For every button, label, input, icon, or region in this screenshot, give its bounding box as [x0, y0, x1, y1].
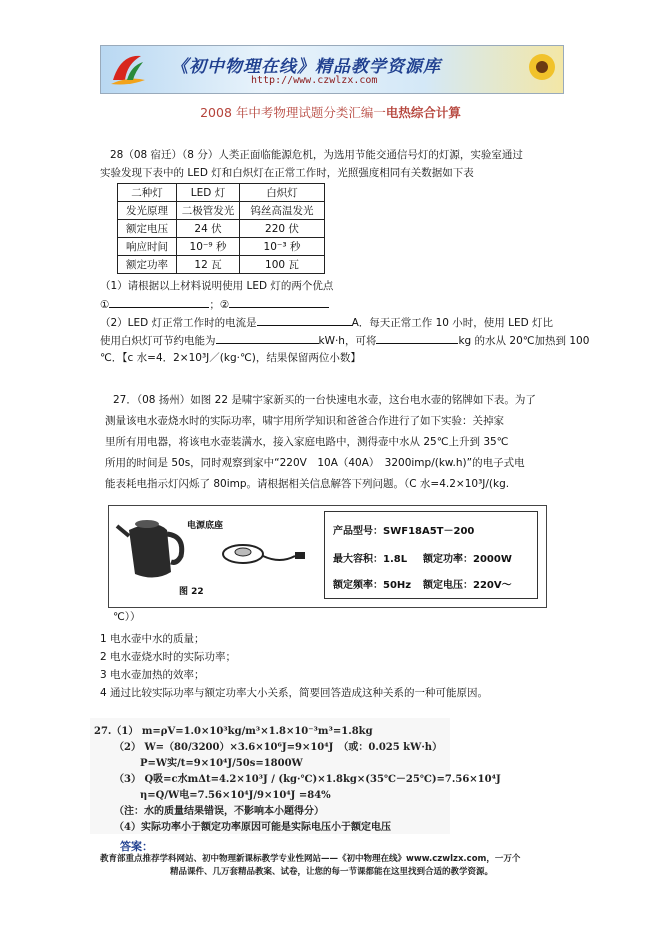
q27-line2: 测量该电水壶烧水时的实际功率，啸宇用所学知识和爸爸合作进行了如下实验：关掉家	[105, 415, 504, 427]
page-title	[0, 103, 661, 121]
plate-rated-voltage: 额定电压：220V～	[423, 580, 512, 591]
table-cell: 12 瓦	[177, 256, 240, 274]
table-cell: 二极管发光	[177, 202, 240, 220]
answer-image	[90, 718, 501, 834]
answer-line: （4）实际功率小于额定功率原因可能是实际电压小于额定电压	[114, 822, 391, 833]
q27-line6: ℃））	[113, 611, 141, 623]
banner-title: 《初中物理在线》精品教学资源库	[171, 57, 441, 77]
q27-line1: 27．（08 扬州）如图 22 是啸宇家新买的一台快速电水壶，这台电水壶的铭牌如下表。为了	[113, 394, 536, 406]
answer-label: 答案：	[120, 840, 153, 853]
nameplate	[324, 511, 538, 599]
page-title-prefix: 2008 年中考物理试题分类汇编一	[200, 105, 386, 120]
q28-part1-answers	[100, 295, 329, 314]
answer-mark-2: ；②	[209, 299, 230, 311]
sunflower-icon	[527, 52, 557, 82]
q27-line4: 所用的时间是 50s，同时观察到家中“220V 10A（40A） 3200imp/(kw.h)”的电子式电	[105, 457, 525, 469]
q28-line1: 28（08 宿迁）（8 分）人类正面临能源危机，为选用节能交通信号灯的灯源，实验室通过	[110, 149, 523, 161]
site-logo-icon	[107, 50, 149, 88]
figure-label: 图 22	[179, 587, 204, 597]
answer-line: （3） Q吸=c水mΔt=4.2×10³J / (kg·℃)×1.8kg×(35℃－25℃)=7.56×10⁴J	[114, 774, 501, 785]
footer-line-2: 精品课件、几万套精品教案、试卷，让您的每一节课都能在这里找到合适的教学资源。	[170, 867, 494, 877]
table-cell: 10⁻³ 秒	[240, 238, 325, 256]
q27-question-3: 3 电水壶加热的效率；	[100, 669, 205, 681]
q27-line3: 里所有用电器，将该电水壶装满水，接入家庭电路中，测得壶中水从 25℃上升到 35℃	[105, 436, 509, 448]
table-cell: 24 伏	[177, 220, 240, 238]
page-title-emphasis: 电热综合计算	[385, 105, 461, 120]
table-cell: 220 伏	[240, 220, 325, 238]
plate-rated-frequency: 额定频率：50Hz	[333, 580, 412, 591]
answer-blank-1[interactable]	[109, 295, 209, 308]
led-comparison-table	[117, 183, 325, 274]
table-cell: 发光原理	[118, 202, 177, 220]
header-banner	[100, 45, 564, 94]
answer-line: P=W实/t=9×10⁴J/50s=1800W	[140, 758, 303, 769]
q27-question-1: 1 电水壶中水的质量；	[100, 633, 205, 645]
answer-line: （2） W=（80/3200）×3.6×10⁶J=9×10⁴J （或：0.025 kW·h）	[114, 742, 443, 753]
table-cell: LED 灯	[177, 184, 240, 202]
q28-part2-text-d: kW·h，可将	[318, 335, 377, 347]
table-cell: 10⁻⁹ 秒	[177, 238, 240, 256]
table-cell: 白炽灯	[240, 184, 325, 202]
plate-capacity: 最大容积：1.8L	[333, 554, 408, 565]
q27-line5: 能表耗电指示灯闪烁了 80imp。请根据相关信息解答下列问题。（C 水=4.2×10³J/(kg.	[105, 478, 510, 490]
table-cell: 100 瓦	[240, 256, 325, 274]
q28-part2-text-e: kg 的水从 20℃加热到 100	[458, 335, 590, 347]
q28-part2-line2	[100, 331, 589, 350]
q28-part2-text-b: A．每天正常工作 10 小时，使用 LED 灯比	[351, 317, 554, 329]
answer-mark-1: ①	[100, 299, 110, 311]
q28-part2-text-a: （2）LED 灯正常工作时的电流是	[100, 317, 257, 329]
figure-22	[108, 505, 547, 608]
q28-part2-line1	[100, 313, 553, 332]
table-cell: 额定功率	[118, 256, 177, 274]
energy-answer-blank[interactable]	[216, 331, 319, 344]
answer-blank-2[interactable]	[229, 295, 329, 308]
footer-line-1: 教育部重点推荐学科网站、初中物理新课标教学专业性网站——《初中物理在线》www.czwlzx.com，一万个	[100, 854, 521, 864]
q28-part1-prompt: （1）请根据以上材料说明使用 LED 灯的两个优点	[100, 280, 334, 292]
table-cell: 响应时间	[118, 238, 177, 256]
answer-line: η=Q/W电=7.56×10⁴J/9×10⁴J =84%	[140, 790, 331, 801]
table-cell: 二种灯	[118, 184, 177, 202]
q27-question-4: 4 通过比较实际功率与额定功率大小关系，简要回答造成这种关系的一种可能原因。	[100, 687, 489, 699]
mass-answer-blank[interactable]	[376, 331, 458, 344]
footer	[100, 853, 570, 879]
base-label: 电源底座	[187, 521, 224, 531]
q28-part2-text-c: 使用白炽灯可节约电能为	[100, 335, 216, 347]
answer-line: 27.（1） m=ρV=1.0×10³kg/m³×1.8×10⁻³m³=1.8kg	[94, 726, 373, 737]
q28-part2-line3: ℃．【c 水=4．2×10³J／(kg·℃)，结果保留两位小数】	[100, 352, 361, 364]
banner-url[interactable]: http://www.czwlzx.com	[251, 75, 378, 86]
plate-rated-power: 额定功率：2000W	[423, 554, 512, 565]
plate-model: 产品型号：SWF18A5T－200	[333, 526, 475, 537]
answer-line: （注：水的质量结果错误，不影响本小题得分）	[114, 806, 324, 817]
table-cell: 钨丝高温发光	[240, 202, 325, 220]
current-answer-blank[interactable]	[257, 313, 352, 326]
q27-question-2: 2 电水壶烧水时的实际功率；	[100, 651, 237, 663]
q28-line2: 实验发现下表中的 LED 灯和白炽灯在正常工作时，光照强度相同有关数据如下表	[100, 167, 474, 179]
table-cell: 额定电压	[118, 220, 177, 238]
